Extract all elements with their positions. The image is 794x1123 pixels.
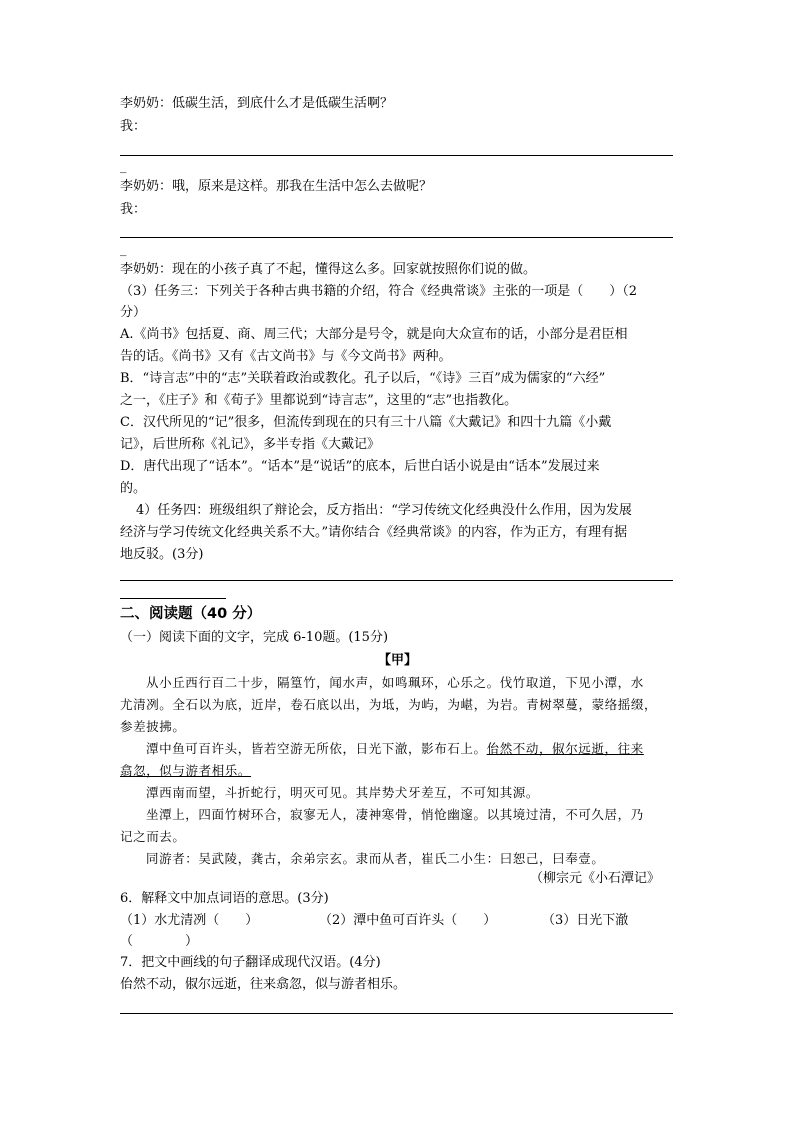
answer-label: 我：	[120, 202, 147, 217]
dialog-text: 哦，原来是这样。那我在生活中怎么去做呢？	[172, 179, 433, 194]
underlined-sentence: 佁然不动，俶尔远逝，往来	[486, 741, 644, 756]
section-subtitle: （一）阅读下面的文字，完成 6-10题。(15分)	[120, 630, 389, 645]
answer-line-tail: _	[120, 242, 127, 257]
passage-paragraph: 参差披拂。	[120, 719, 186, 734]
passage-source: （柳宗元《小石潭记》	[530, 871, 661, 886]
task4-question-cont: 经济与学习传统文化经典关系不大。”请你结合《经典常谈》的内容，作为正方，有理有据	[120, 525, 628, 540]
answer-line-tail: _	[120, 159, 127, 174]
task3-question-cont: 分）	[120, 305, 147, 320]
option-d-cont: 的。	[120, 481, 147, 496]
q7-title: 7．把文中画线的句子翻译成现代汉语。(4分)	[120, 955, 381, 970]
passage-paragraph	[146, 740, 644, 758]
dialog-text: 现在的小孩子真了不起，懂得这么多。回家就按照你们说的做。	[172, 262, 537, 277]
dialog-line-3	[120, 261, 536, 279]
passage-paragraph	[120, 762, 251, 780]
q6-item-3: （3）日光下澈	[542, 913, 629, 928]
q7-sentence: 佁然不动，俶尔远逝，往来翕忽，似与游者相乐。	[120, 977, 407, 992]
answer-label: 我：	[120, 119, 147, 134]
speaker: 李奶奶：	[120, 262, 173, 277]
option-b-cont: 之一，《庄子》和《荀子》里都说到“诗言志”，这里的“志”也指教化。	[120, 393, 518, 408]
q6-item-1: （1）水尤清冽（ ）	[120, 913, 259, 928]
q6-item-2: （2）潭中鱼可百许头（ ）	[319, 913, 497, 928]
option-c-cont: 记》，后世所称《礼记》，多半专指《大戴记》	[120, 437, 381, 452]
answer-line	[120, 237, 673, 238]
answer-line	[120, 580, 673, 581]
speaker: 李奶奶：	[120, 96, 173, 111]
answer-line-short	[120, 598, 226, 599]
dialog-text: 低碳生活，到底什么才是低碳生活啊？	[172, 96, 394, 111]
option-a-cont: 告的话。《尚书》又有《古文尚书》与《今文尚书》两种。	[120, 349, 452, 364]
option-c: C．汉代所见的“记”很多，但流传到现在的只有三十八篇《大戴记》和四十九篇《小戴	[120, 415, 612, 430]
passage-paragraph: 坐潭上，四面竹树环合，寂寥无人，凄神寒骨，悄怆幽邃。以其境过清，不可久居，乃	[146, 807, 644, 822]
passage-paragraph: 记之而去。	[120, 829, 186, 844]
passage-label: 【甲】	[378, 653, 418, 668]
passage-text: 潭中鱼可百许头，皆若空游无所依，日光下澈，影布石上。	[146, 741, 487, 756]
passage-paragraph: 同游者：吴武陵，龚古，余弟宗玄。隶而从者，崔氏二小生：曰恕己，曰奉壹。	[146, 851, 605, 866]
speaker: 李奶奶：	[120, 179, 173, 194]
dialog-line-2	[120, 178, 432, 196]
answer-line	[120, 155, 673, 156]
passage-paragraph: 从小丘西行百二十步，隔篁竹，闻水声，如鸣珮环，心乐之。伐竹取道，下见小潭，水	[146, 675, 644, 690]
task4-question-cont: 地反驳。(3分)	[120, 547, 204, 562]
option-d: D．唐代出现了“话本”。“话本”是“说话”的底本，后世白话小说是由“话本”发展过来	[120, 459, 600, 474]
passage-paragraph: 尤清冽。全石以为底，近岸，卷石底以出，为坻，为屿，为嵁，为岩。青树翠蔓，蒙络摇缀，	[120, 697, 658, 712]
underlined-sentence: 翕忽，似与游者相乐。	[120, 763, 252, 778]
option-a: A.《尚书》包括夏、商、周三代；大部分是号令，就是向大众宣布的话，小部分是君臣相	[120, 327, 628, 342]
dialog-line-1	[120, 95, 393, 113]
q6-item-3-blank: （ ）	[120, 934, 199, 949]
passage-paragraph: 潭西南而望，斗折蛇行，明灭可见。其岸势犬牙差互，不可知其源。	[146, 785, 540, 800]
task3-question: （3）任务三：下列关于各种古典书籍的介绍，符合《经典常谈》主张的一项是（ ）（2	[120, 284, 638, 299]
section-title: 二、阅读题（40 分）	[120, 606, 262, 622]
option-b: B．“诗言志”中的“志”关联着政治或教化。孔子以后，“《诗》三百”成为儒家的“六经”	[120, 371, 606, 386]
task4-question: 4）任务四：班级组织了辩论会，反方指出：“学习传统文化经典没什么作用，因为发展	[136, 503, 632, 518]
answer-line	[120, 1013, 673, 1014]
q6-title: 6．解释文中加点词语的意思。(3分)	[120, 891, 329, 906]
